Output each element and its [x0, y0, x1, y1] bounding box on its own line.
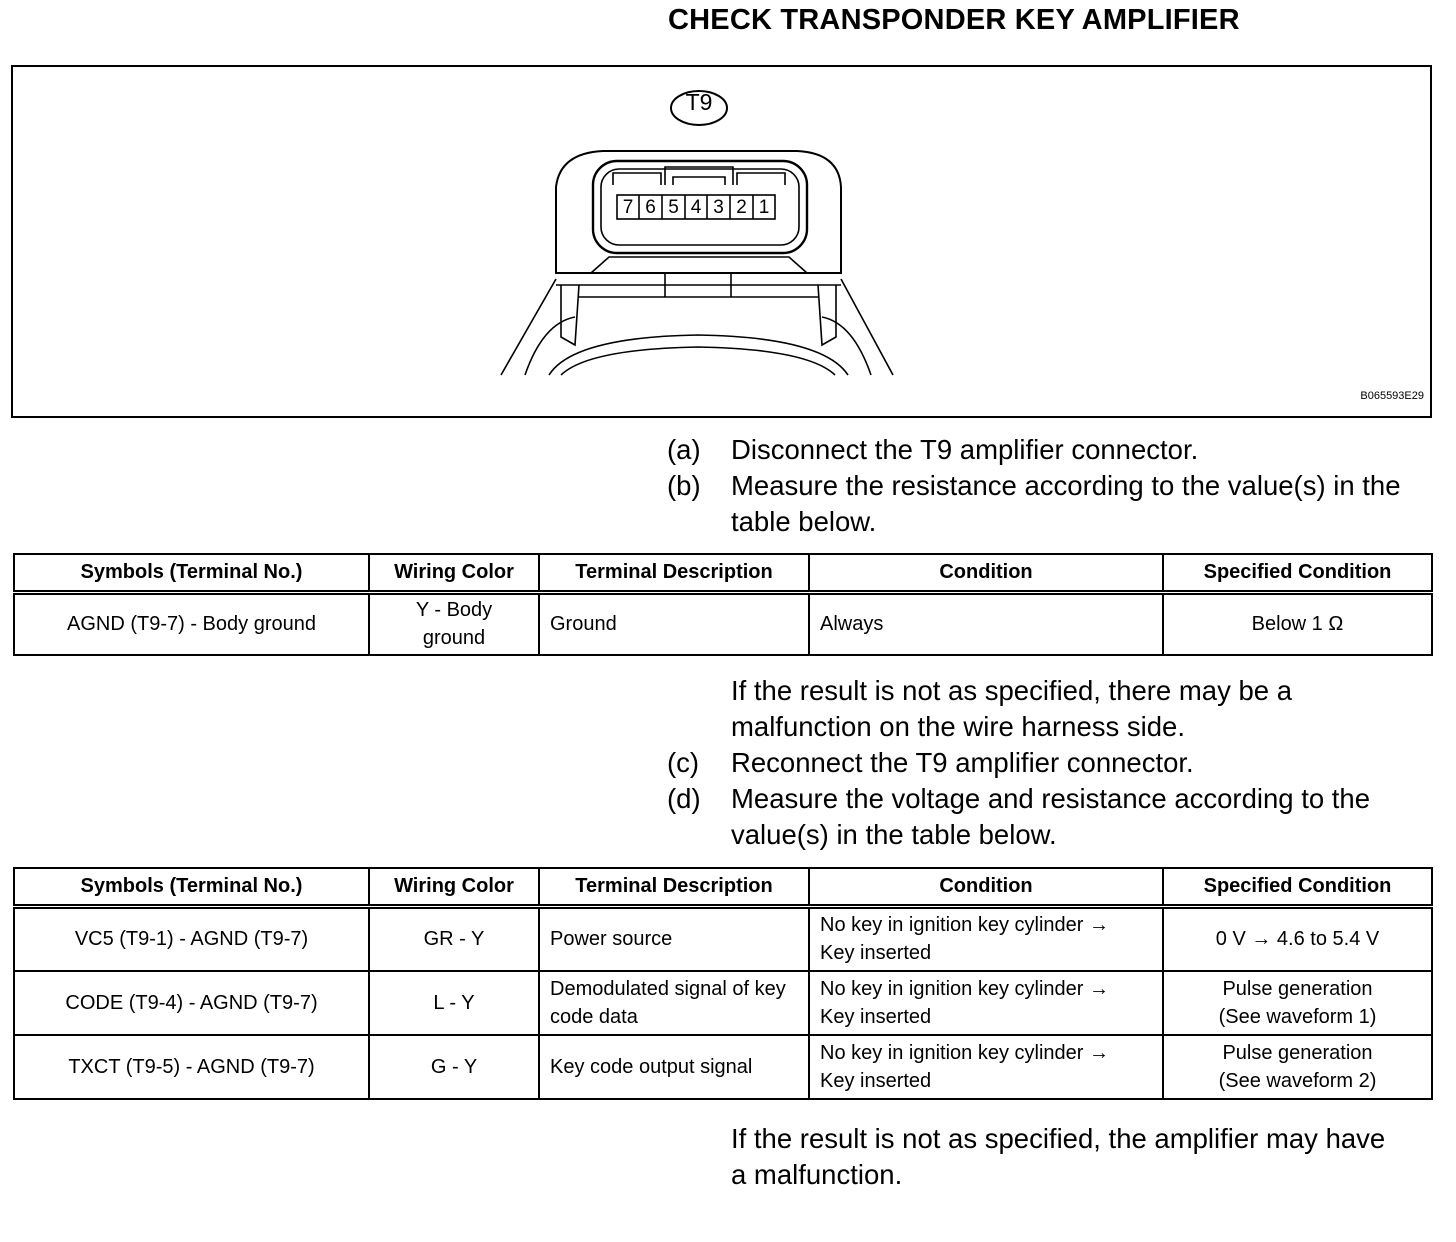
table-cell: Key code output signal	[539, 1035, 809, 1099]
table-cell: Ground	[539, 593, 809, 655]
page-title: CHECK TRANSPONDER KEY AMPLIFIER	[668, 4, 1240, 36]
table-row	[14, 1035, 1432, 1099]
step-c	[667, 745, 1437, 781]
pin-label: 3	[713, 197, 724, 218]
pin-label: 1	[758, 197, 770, 218]
table-cell: TXCT (T9-5) - AGND (T9-7)	[14, 1035, 369, 1099]
column-header: Wiring Color	[369, 868, 539, 907]
steps-first	[667, 432, 1437, 540]
column-header: Condition	[809, 868, 1163, 907]
column-header: Specified Condition	[1163, 868, 1432, 907]
step-label: (d)	[667, 783, 701, 814]
column-header: Wiring Color	[369, 554, 539, 593]
table-cell: 0 V → 4.6 to 5.4 V	[1163, 907, 1432, 971]
note-wire-harness	[667, 673, 1437, 745]
table-header-row	[14, 868, 1432, 907]
connector-diagram	[13, 67, 1430, 416]
table-row	[14, 593, 1432, 655]
step-d	[667, 781, 1437, 853]
step-a	[667, 432, 1437, 468]
connector-figure	[11, 65, 1432, 418]
step-text: Measure the resistance according to the value(s) in the table below.	[731, 470, 1401, 537]
step-text: Disconnect the T9 amplifier connector.	[731, 434, 1199, 465]
table-cell: No key in ignition key cylinder → Key inserted	[809, 971, 1163, 1035]
step-label: (c)	[667, 747, 700, 778]
table-cell: Always	[809, 593, 1163, 655]
table-cell: Pulse generation (See waveform 2)	[1163, 1035, 1432, 1099]
column-header: Terminal Description	[539, 868, 809, 907]
pin-label: 2	[736, 197, 747, 218]
pin-label: 5	[668, 197, 679, 218]
column-header: Specified Condition	[1163, 554, 1432, 593]
table-cell: Pulse generation (See waveform 1)	[1163, 971, 1432, 1035]
final-note	[667, 1121, 1437, 1193]
table-row	[14, 971, 1432, 1035]
column-header: Symbols (Terminal No.)	[14, 868, 369, 907]
table-cell: No key in ignition key cylinder → Key inserted	[809, 907, 1163, 971]
column-header: Condition	[809, 554, 1163, 593]
step-text: Measure the voltage and resistance according to the value(s) in the table below.	[731, 783, 1370, 850]
step-b	[667, 468, 1437, 540]
figure-code: B065593E29	[1360, 390, 1424, 402]
connector-label: T9	[685, 89, 713, 115]
step-label: (a)	[667, 434, 701, 465]
note-text: If the result is not as specified, there may be a malfunction on the wire harness side.	[731, 675, 1292, 742]
table-cell: AGND (T9-7) - Body ground	[14, 593, 369, 655]
column-header: Symbols (Terminal No.)	[14, 554, 369, 593]
pin-labels	[617, 197, 775, 219]
pin-label: 7	[622, 197, 634, 218]
table-cell: G - Y	[369, 1035, 539, 1099]
table-cell: No key in ignition key cylinder → Key inserted	[809, 1035, 1163, 1099]
step-text: Reconnect the T9 amplifier connector.	[731, 747, 1194, 778]
column-header: Terminal Description	[539, 554, 809, 593]
resistance-table	[13, 553, 1433, 656]
table-cell: Power source	[539, 907, 809, 971]
table-cell: GR - Y	[369, 907, 539, 971]
steps-second	[667, 673, 1437, 853]
step-label: (b)	[667, 470, 701, 501]
table-cell: Below 1 Ω	[1163, 593, 1432, 655]
note-text: If the result is not as specified, the amplifier may have a malfunction.	[731, 1123, 1386, 1190]
table-cell: Demodulated signal of key code data	[539, 971, 809, 1035]
table-header-row	[14, 554, 1432, 593]
table-row	[14, 907, 1432, 971]
table-cell: CODE (T9-4) - AGND (T9-7)	[14, 971, 369, 1035]
table-cell: VC5 (T9-1) - AGND (T9-7)	[14, 907, 369, 971]
pin-label: 6	[645, 197, 656, 218]
table-cell: Y - Body ground	[369, 593, 539, 655]
note-amplifier	[667, 1121, 1437, 1193]
voltage-table	[13, 867, 1433, 1100]
pin-label: 4	[690, 197, 702, 218]
table-cell: L - Y	[369, 971, 539, 1035]
